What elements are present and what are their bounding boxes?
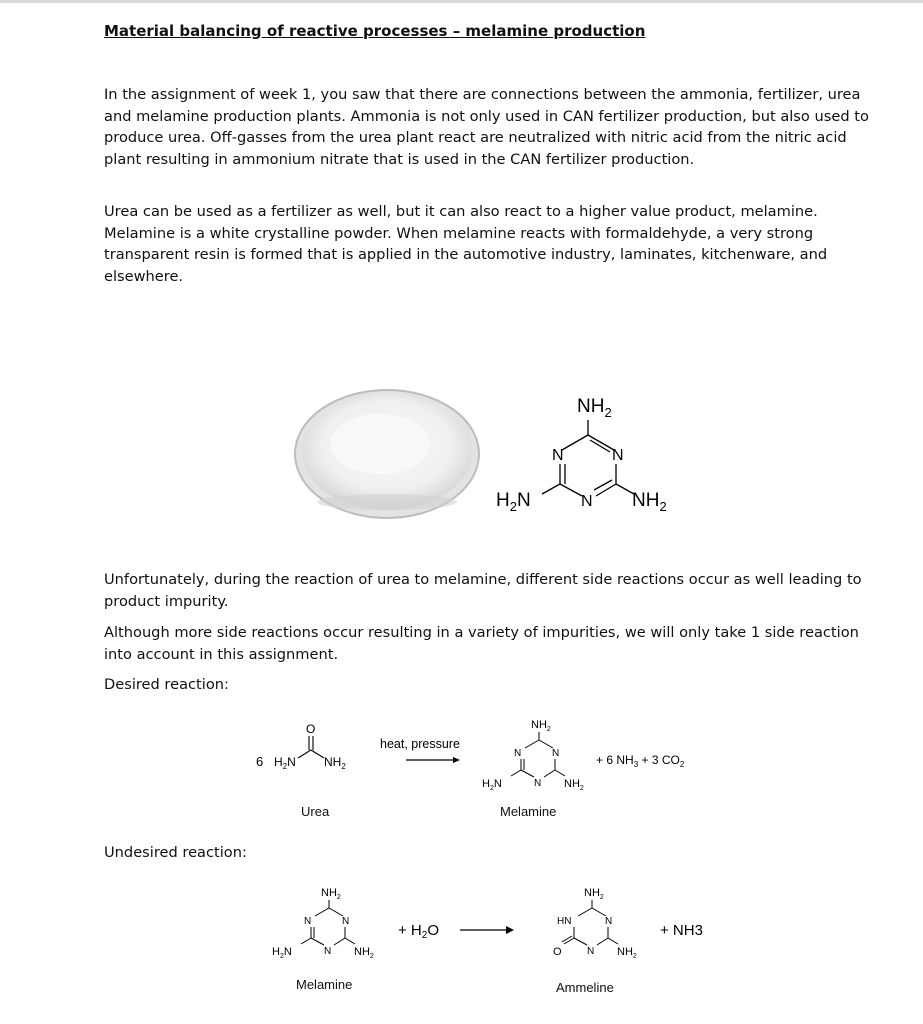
urea-coefficient: 6 bbox=[256, 754, 264, 769]
svg-text:N: N bbox=[612, 447, 624, 464]
plus-nh3: + NH3 bbox=[660, 922, 703, 939]
desired-byproducts: + 6 $NH_3 + 3$ $CO_2$ bbox=[596, 753, 685, 769]
svg-text:N: N bbox=[552, 748, 560, 759]
top-border bbox=[0, 0, 923, 3]
undesired-reaction-scheme bbox=[260, 880, 730, 980]
svg-text:NH2: $NH_2$ bbox=[531, 719, 551, 733]
undesired-reaction-label: Undesired reaction: bbox=[104, 844, 247, 861]
page-title: Material balancing of reactive processes – melamine production bbox=[104, 22, 646, 40]
svg-text:N: N bbox=[304, 916, 312, 927]
desired-reaction-label: Desired reaction: bbox=[104, 676, 229, 693]
svg-text:HN: HN bbox=[557, 916, 572, 927]
svg-text:N: N bbox=[342, 916, 350, 927]
svg-text:H2N: $H_2N$ bbox=[272, 946, 292, 960]
svg-text:O: O bbox=[306, 722, 316, 736]
svg-text:N: N bbox=[581, 493, 593, 510]
svg-text:N: N bbox=[605, 916, 613, 927]
svg-text:NH2: $NH_2$ bbox=[321, 887, 341, 901]
svg-text:NH2: $NH_2$ bbox=[564, 778, 584, 792]
svg-text:N: N bbox=[534, 778, 542, 789]
amine-group-left: $H_2N$ bbox=[496, 490, 531, 514]
ammeline-caption: Ammeline bbox=[556, 980, 614, 995]
arrow-label: heat, pressure bbox=[380, 737, 460, 751]
paragraph-intro: In the assignment of week 1, you saw that there are connections between the ammonia, fertilizer, urea and melamine production plants. Ammonia is not only used in CAN fertilizer production, but also used to produce urea. Off-gasses from the urea plant react are neutralized with nitric acid from the nitric acid plant resulting in ammonium nitrate that is used in the CAN fertilizer production. bbox=[104, 86, 869, 168]
svg-text:H2N: $H_2N$ bbox=[274, 755, 296, 771]
svg-text:N: N bbox=[587, 946, 595, 957]
svg-text:O: O bbox=[553, 946, 562, 958]
urea-caption: Urea bbox=[301, 804, 330, 819]
melamine-structure-large bbox=[490, 388, 690, 523]
svg-text:NH2: $NH_2$ bbox=[324, 755, 346, 771]
melamine-caption-desired: Melamine bbox=[500, 804, 557, 819]
plus-water: + $H_2O$ bbox=[398, 922, 439, 941]
svg-text:NH2: $NH_2$ bbox=[617, 946, 637, 960]
paragraph-melamine: Urea can be used as a fertilizer as well, but it can also react to a higher value product, melamine. Melamine is a white crystalline powder. When melamine reacts with formaldehyde, a very strong transparent resin is formed that is applied in the automotive industry, laminates, kitchenware, and elsewhere. bbox=[104, 203, 828, 285]
melamine-caption-undesired: Melamine bbox=[296, 977, 353, 992]
melamine-powder-image bbox=[292, 384, 482, 522]
paragraph-impurity: Unfortunately, during the reaction of urea to melamine, different side reactions occur as well leading to product impurity. bbox=[104, 571, 862, 610]
svg-text:N: N bbox=[324, 946, 332, 957]
svg-text:N: N bbox=[552, 447, 564, 464]
svg-text:NH2: $NH_2$ bbox=[354, 946, 374, 960]
svg-text:NH2: $NH_2$ bbox=[584, 887, 604, 901]
svg-text:N: N bbox=[514, 748, 522, 759]
svg-text:H2N: $H_2N$ bbox=[482, 778, 502, 792]
amine-group-top: $NH_2$ bbox=[577, 396, 612, 420]
paragraph-side-reaction: Although more side reactions occur resulting in a variety of impurities, we will only take 1 side reaction into account in this assignment. bbox=[104, 624, 859, 663]
amine-group-right: $NH_2$ bbox=[632, 490, 667, 514]
